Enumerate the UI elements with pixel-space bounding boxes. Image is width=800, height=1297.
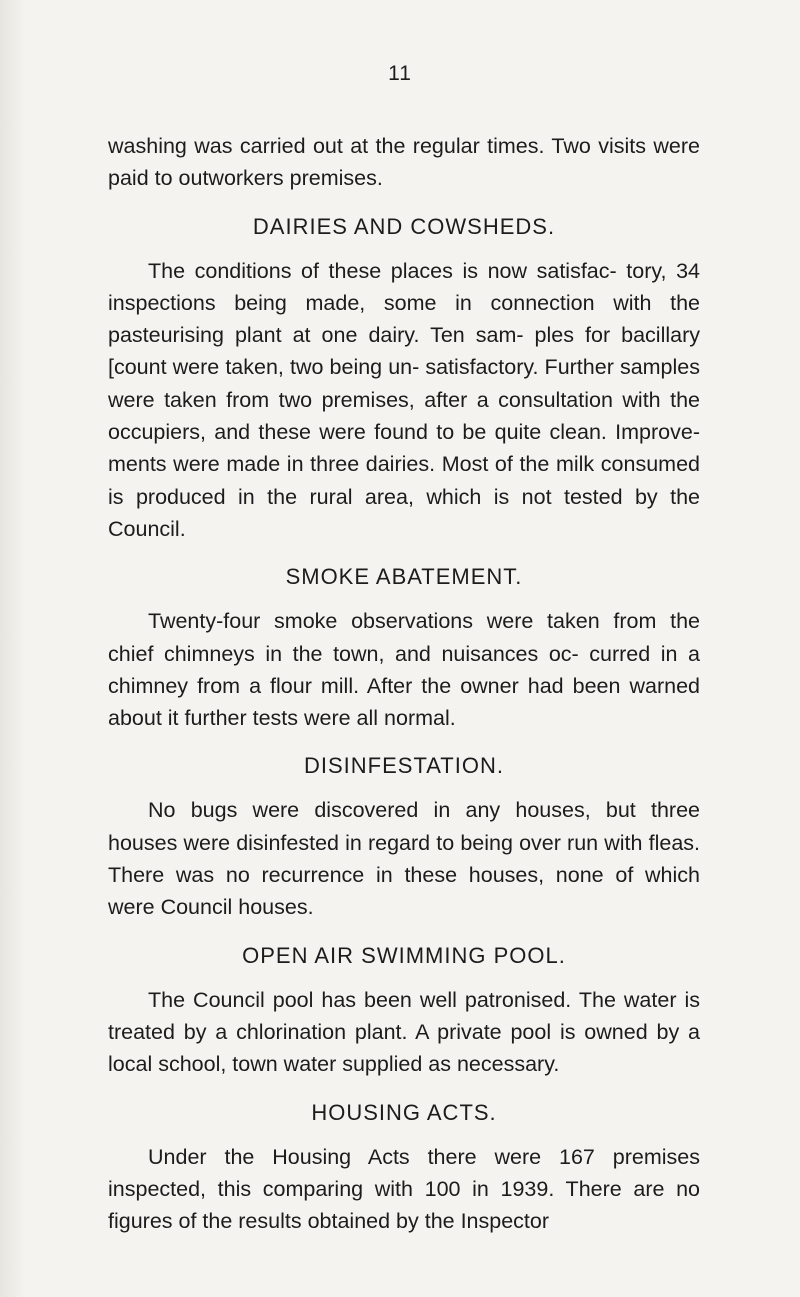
page-edge (0, 0, 26, 1297)
paragraph-swimming-pool: The Council pool has been well patronised. The water is treated by a chlorination plant. A private pool is owned by a local school, town water supplied as necessary. (108, 987, 700, 1077)
heading-swimming-pool: OPEN AIR SWIMMING POOL. (242, 942, 566, 968)
paragraph-smoke-abatement: Twenty-four smoke observations were taken from the chief chimneys in the town, and nuisances oc- curred in a chimney from a flour mill. After the owner had been warned about it further tests were all normal. (108, 609, 700, 731)
heading-smoke-abatement: SMOKE ABATEMENT. (285, 564, 523, 590)
heading-housing-acts: HOUSING ACTS. (311, 1099, 497, 1125)
paragraph-washing: washing was carried out at the regular times. Two visits were paid to outworkers premises. (108, 134, 700, 191)
paragraph-housing-acts: Under the Housing Acts there were 167 premises inspected, this comparing with 100 in 1939. There are no figures of the results obtained by the Inspector (108, 1144, 700, 1234)
heading-dairies: DAIRIES AND COWSHEDS. (252, 213, 556, 239)
document-body (108, 130, 700, 1237)
heading-disinfestation: DISINFESTATION. (304, 753, 504, 779)
page-number: 11 (388, 62, 412, 85)
paragraph-disinfestation: No bugs were discovered in any houses, but three houses were disinfested in regard to being over run with fleas. There was no recurrence in these houses, none of which were Council houses. (108, 798, 700, 920)
paragraph-dairies: The conditions of these places is now satisfac- tory, 34 inspections being made, some in connection with the pasteurising plant at one dairy. Ten sam- ples for bacillary [count were taken, two being un- satisfactory. Further samples were taken from two premises, after a consultation with the occupiers, and these were found to be quite clean. Improve- ments were made in three dairies. Most of the milk consumed is produced in the rural area, which is not tested by the Council. (108, 258, 700, 541)
